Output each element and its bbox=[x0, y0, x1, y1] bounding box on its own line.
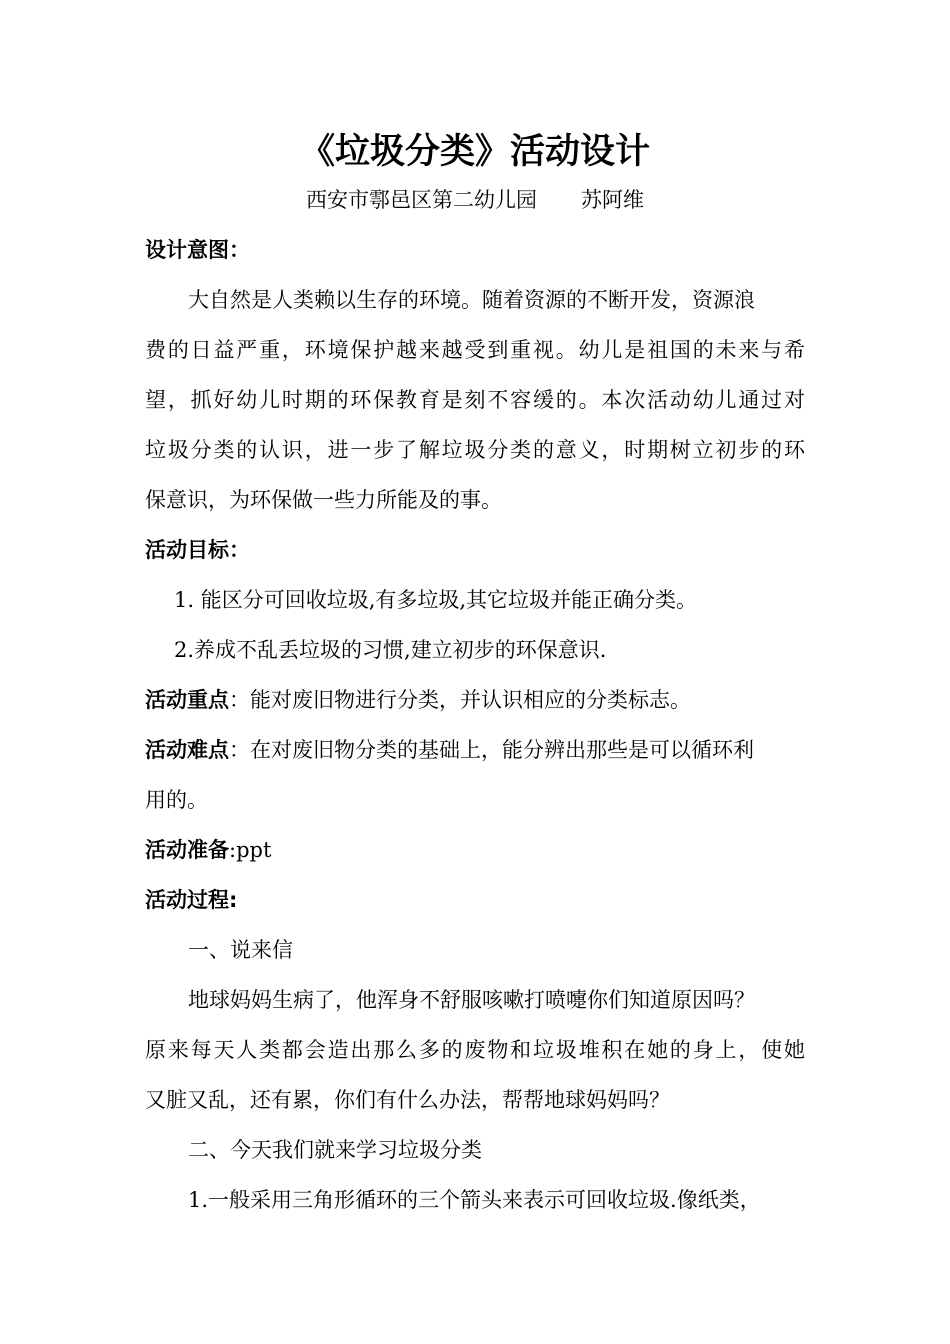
preparation-text: :ppt bbox=[229, 838, 272, 862]
author-name: 苏阿维 bbox=[581, 188, 644, 212]
step-line: 又脏又乱，还有累，你们有什么办法，帮帮地球妈妈吗？ bbox=[145, 1088, 670, 1112]
intent-line: 望，抓好幼儿时期的环保教育是刻不容缓的。本次活动幼儿通过对 bbox=[145, 388, 805, 412]
step-title: 二、今天我们就来学习垃圾分类 bbox=[188, 1138, 482, 1162]
key-point bbox=[145, 684, 691, 716]
preparation-label: 活动准备 bbox=[145, 838, 229, 862]
step-line: 原来每天人类都会造出那么多的废物和垃圾堆积在她的身上，使她 bbox=[145, 1038, 805, 1062]
intent-line: 垃圾分类的认识，进一步了解垃圾分类的意义，时期树立初步的环 bbox=[145, 438, 805, 462]
process-heading: 活动过程: bbox=[145, 888, 238, 912]
step-line: 地球妈妈生病了，他浑身不舒服咳嗽打喷嚏你们知道原因吗？ bbox=[188, 988, 755, 1012]
difficulty-label: 活动难点 bbox=[145, 738, 229, 762]
intent-line: 大自然是人类赖以生存的环境。随着资源的不断开发，资源浪 bbox=[188, 288, 755, 312]
difficulty-text-continued: 用的。 bbox=[145, 788, 208, 812]
goal-item: 2.养成不乱丢垃圾的习惯,建立初步的环保意识. bbox=[174, 638, 607, 662]
intent-line: 保意识，为环保做一些力所能及的事。 bbox=[145, 488, 502, 512]
goal-item: 1. 能区分可回收垃圾,有多垃圾,其它垃圾并能正确分类。 bbox=[174, 588, 698, 612]
preparation bbox=[145, 834, 271, 866]
intent-line: 费的日益严重，环境保护越来越受到重视。幼儿是祖国的未来与希 bbox=[145, 338, 805, 362]
document-title: 《垃圾分类》活动设计 bbox=[299, 132, 650, 172]
difficulty-text: ：在对废旧物分类的基础上，能分辨出那些是可以循环利 bbox=[229, 738, 754, 762]
key-point-label: 活动重点 bbox=[145, 688, 229, 712]
step-title: 一、说来信 bbox=[188, 938, 293, 962]
document-author bbox=[0, 184, 950, 216]
intent-heading: 设计意图： bbox=[145, 238, 250, 262]
step-line: 1.一般采用三角形循环的三个箭头来表示可回收垃圾.像纸类， bbox=[188, 1188, 761, 1212]
difficulty-point bbox=[145, 734, 754, 766]
goals-heading: 活动目标： bbox=[145, 538, 250, 562]
key-point-text: ：能对废旧物进行分类，并认识相应的分类标志。 bbox=[229, 688, 691, 712]
author-organization: 西安市鄠邑区第二幼儿园 bbox=[306, 188, 537, 212]
